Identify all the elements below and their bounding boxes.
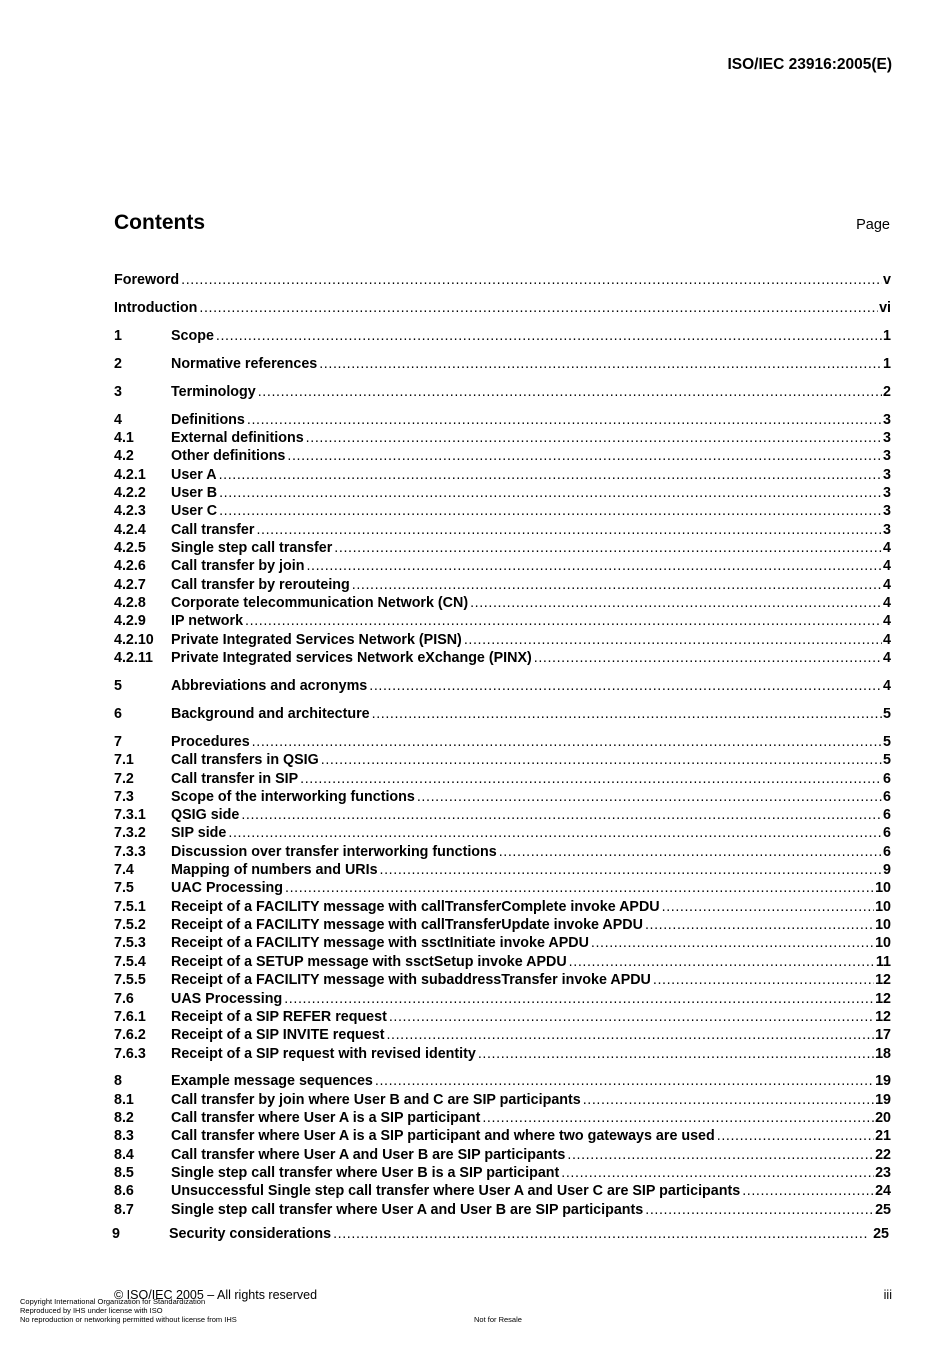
toc-entry-page: 2 [883,384,891,400]
toc-entry-title: Mapping of numbers and URIs [171,862,378,878]
toc-entry-leader [171,898,891,916]
toc-entry-number: 7.6.1 [114,1009,146,1025]
toc-entry [114,1026,891,1044]
toc-entry-number: 7.3.3 [114,844,146,860]
toc-entry-title: Receipt of a FACILITY message with callTransferComplete invoke APDU [171,899,660,915]
toc-dot-leader [561,1164,874,1182]
toc-entry-leader [171,447,891,465]
toc-entry [112,1225,889,1243]
toc-entry-number: 8.4 [114,1147,134,1163]
toc-entry-number: 7 [114,734,122,750]
toc-entry [114,447,891,465]
toc-entry-page: 3 [883,430,891,446]
toc-entry-title: Definitions [171,412,245,428]
toc-entry-number: 7.3.1 [114,807,146,823]
toc-entry-page: 3 [883,467,891,483]
toc-entry-leader [171,770,891,788]
toc-entry-leader [171,466,891,484]
toc-entry-title: UAC Processing [171,880,284,896]
toc-entry-page: 4 [883,678,891,694]
toc-entry [114,649,891,667]
toc-entry-page: 25 [873,1226,889,1242]
toc-dot-leader [645,916,874,934]
toc-entry-page: 25 [875,1202,891,1218]
toc-entry [114,576,891,594]
toc-entry-number: 4 [114,412,122,428]
toc-dot-leader [478,1045,874,1063]
toc-entry-leader [171,576,891,594]
toc-entry-page: 23 [875,1165,891,1181]
toc-entry [114,484,891,502]
toc-entry-page: 3 [883,522,891,538]
toc-entry [114,1008,891,1026]
toc-entry-number: 7.3.2 [114,825,146,841]
toc-entry-title: Discussion over transfer interworking functions [171,844,497,860]
toc-entry-page: 12 [875,972,891,988]
toc-entry-number: 7.1 [114,752,134,768]
toc-dot-leader [389,1008,874,1026]
toc-dot-leader [181,271,882,289]
toc-entry-leader [171,521,891,539]
toc-entry-leader [171,934,891,952]
toc-entry-page: 12 [875,991,891,1007]
toc-entry-number: 7.5.4 [114,954,146,970]
toc-dot-leader [380,861,883,879]
toc-entry-number: 4.2.11 [114,650,153,666]
toc-entry-title: SIP side [171,825,227,841]
toc-entry [114,1201,891,1219]
toc-entry-title: Security considerations [169,1226,332,1242]
toc-entry-number: 4.2.6 [114,558,146,574]
toc-entry-page: 10 [875,935,891,951]
toc-dot-leader [284,990,874,1008]
toc-entry-number: 8.2 [114,1110,134,1126]
toc-entry-title: Call transfer where User A is a SIP participant and where two gateways are used [171,1128,715,1144]
toc-entry [114,751,891,769]
toc-entry-leader [171,843,891,861]
toc-dot-leader [583,1091,874,1109]
toc-dot-leader [662,898,874,916]
toc-entry-leader [171,916,891,934]
toc-dot-leader [306,429,882,447]
toc-entry [114,355,891,373]
toc-entry-leader [171,594,891,612]
toc-entry [114,953,891,971]
toc-entry-leader [171,751,891,769]
toc-entry-page: v [883,272,891,288]
toc-dot-leader [717,1127,874,1145]
toc-entry-number: 2 [114,356,122,372]
toc-entry-page: 10 [875,880,891,896]
toc-entry-leader [171,824,891,842]
toc-entry-title: Abbreviations and acronyms [171,678,368,694]
toc-entry-title: Private Integrated Services Network (PISN) [171,632,462,648]
toc-entry-title: Private Integrated services Network eXchange (PINX) [171,650,532,666]
toc-dot-leader [285,879,874,897]
toc-entry [114,271,891,289]
toc-dot-leader [569,953,875,971]
toc-entry-page: 4 [883,577,891,593]
toc-dot-leader [375,1072,874,1090]
toc-entry-leader [171,484,891,502]
toc-dot-leader [245,612,882,630]
toc-entry-page: 4 [883,650,891,666]
toc-dot-leader [241,806,882,824]
toc-entry-title: Normative references [171,356,318,372]
toc-entry-title: Call transfer where User A and User B are SIP participants [171,1147,566,1163]
license-notice-line-3: No reproduction or networking permitted without license from IHS [20,1315,237,1324]
toc-dot-leader [386,1026,874,1044]
toc-entry-number: 6 [114,706,122,722]
toc-entry-leader [171,953,891,971]
toc-entry-number: 4.2 [114,448,134,464]
toc-entry-page: 24 [875,1183,891,1199]
toc-dot-leader [321,751,882,769]
toc-entry-page: 20 [875,1110,891,1126]
footer-copyright: © ISO/IEC 2005 – All rights reserved [114,1288,318,1302]
toc-entry-page: 6 [883,807,891,823]
toc-entry-leader [169,1225,889,1243]
toc-dot-leader [352,576,882,594]
toc-dot-leader [219,502,882,520]
toc-entry [114,594,891,612]
toc-entry-title: QSIG side [171,807,240,823]
toc-entry-number: 4.2.9 [114,613,146,629]
toc-entry-number: 4.2.2 [114,485,146,501]
toc-entry-title: Call transfer in SIP [171,771,299,787]
toc-entry-number: 7.5 [114,880,134,896]
toc-dot-leader [591,934,874,952]
toc-entry-page: 5 [883,752,891,768]
toc-entry [114,411,891,429]
toc-entry-leader [171,1109,891,1127]
toc-entry [114,521,891,539]
toc-entry-page: 1 [883,356,891,372]
toc-entry-number: 4.2.5 [114,540,146,556]
toc-entry-page: 6 [883,771,891,787]
toc-entry [114,916,891,934]
toc-entry-number: 5 [114,678,122,694]
toc-dot-leader [567,1146,874,1164]
toc-entry-page: 3 [883,485,891,501]
toc-entry-page: 22 [875,1147,891,1163]
toc-entry-title: Procedures [171,734,250,750]
toc-entry-title: Single step call transfer [171,540,333,556]
toc-entry-title: Call transfer where User A is a SIP participant [171,1110,481,1126]
toc-entry-page: 5 [883,734,891,750]
toc-entry-number: 8.6 [114,1183,134,1199]
toc-entry [114,327,891,345]
toc-entry-leader [171,861,891,879]
toc-entry [114,1091,891,1109]
toc-entry-page: 4 [883,613,891,629]
toc-entry-page: 18 [875,1046,891,1062]
toc-entry-page: 6 [883,789,891,805]
toc-dot-leader [653,971,874,989]
toc-entry-title: Call transfer by join [171,558,305,574]
toc-dot-leader [306,557,882,575]
toc-entry-page: 3 [883,503,891,519]
toc-entry-page: 19 [875,1092,891,1108]
toc-entry-title: Receipt of a FACILITY message with subaddressTransfer invoke APDU [171,972,651,988]
toc-entry-number: 7.5.2 [114,917,146,933]
toc-dot-leader [482,1109,874,1127]
toc-entry-title: Call transfer [171,522,255,538]
toc-entry-leader [114,299,891,317]
toc-entry [114,299,891,317]
footer-page-number: iii [883,1288,892,1302]
toc-entry-title: Call transfers in QSIG [171,752,319,768]
toc-entry [114,557,891,575]
toc-entry-title: Single step call transfer where User A and User B are SIP participants [171,1202,644,1218]
toc-entry [114,612,891,630]
toc-entry-page: 5 [883,706,891,722]
toc-entry-leader [171,990,891,1008]
toc-entry-page: 4 [883,540,891,556]
toc-dot-leader [645,1201,874,1219]
toc-entry [114,879,891,897]
toc-entry-leader [171,327,891,345]
toc-entry [114,990,891,1008]
toc-entry-number: 7.6.2 [114,1027,146,1043]
toc-entry [114,898,891,916]
toc-entry-number: 8.1 [114,1092,134,1108]
toc-entry-number: 7.6 [114,991,134,1007]
toc-entry-title: User A [171,467,217,483]
toc-entry-number: 7.6.3 [114,1046,146,1062]
toc-dot-leader [219,484,882,502]
toc-entry-title: Example message sequences [171,1073,373,1089]
toc-dot-leader [369,677,882,695]
toc-entry-number: 4.1 [114,430,134,446]
toc-dot-leader [252,733,882,751]
toc-entry-leader [171,1164,891,1182]
toc-dot-leader [499,843,882,861]
toc-entry-page: 10 [875,899,891,915]
toc-entry [114,1164,891,1182]
toc-entry-number: 4.2.4 [114,522,146,538]
toc-entry-number: 8.7 [114,1202,134,1218]
toc-entry-page: 3 [883,412,891,428]
toc-entry [114,1045,891,1063]
toc-entry-page: 4 [883,558,891,574]
toc-entry [114,824,891,842]
toc-entry-number: 8 [114,1073,122,1089]
toc-entry-leader [171,502,891,520]
toc-entry-title: Receipt of a FACILITY message with ssctInitiate invoke APDU [171,935,589,951]
toc-entry [114,806,891,824]
toc-entry-page: 4 [883,595,891,611]
toc-entry-page: 3 [883,448,891,464]
toc-entry-leader [171,383,891,401]
license-notice-line-1: Copyright International Organization for Standardization [20,1297,206,1306]
toc-entry-title: Other definitions [171,448,286,464]
toc-entry-title: Single step call transfer where User B is a SIP participant [171,1165,560,1181]
toc-entry [114,1109,891,1127]
toc-entry-page: 4 [883,632,891,648]
toc-entry-title: External definitions [171,430,304,446]
toc-entry-number: 4.2.8 [114,595,146,611]
toc-entry-number: 9 [112,1226,120,1242]
toc-entry-leader [171,1091,891,1109]
toc-entry-number: 8.3 [114,1128,134,1144]
toc-entry-number: 7.5.1 [114,899,146,915]
toc-entry-title: Scope [171,328,214,344]
toc-entry-title: Unsuccessful Single step call transfer where User A and User C are SIP participants [171,1183,741,1199]
toc-entry-page: 11 [875,954,891,970]
toc-entry-leader [171,806,891,824]
toc-dot-leader [417,788,882,806]
toc-entry-leader [171,411,891,429]
toc-entry-leader [171,631,891,649]
toc-dot-leader [256,521,882,539]
contents-heading: Contents [114,211,205,234]
toc-entry-title: Foreword [114,272,180,288]
toc-entry-number: 4.2.3 [114,503,146,519]
toc-dot-leader [372,705,882,723]
toc-entry-title: Introduction [114,300,198,316]
toc-entry [114,677,891,695]
toc-entry-leader [171,1146,891,1164]
toc-dot-leader [247,411,882,429]
toc-entry [114,971,891,989]
toc-entry-leader [171,705,891,723]
toc-dot-leader [319,355,882,373]
page-column-label: Page [856,217,890,233]
toc-entry-page: 17 [875,1027,891,1043]
toc-entry-leader [171,1127,891,1145]
toc-entry-page: 6 [883,825,891,841]
toc-entry-number: 4.2.1 [114,467,146,483]
toc-entry-number: 4.2.10 [114,632,154,648]
toc-dot-leader [470,594,882,612]
toc-entry-title: Receipt of a SETUP message with ssctSetup invoke APDU [171,954,567,970]
toc-entry-title: Scope of the interworking functions [171,789,415,805]
toc-entry-number: 7.5.5 [114,972,146,988]
toc-entry [114,705,891,723]
toc-entry-title: User B [171,485,218,501]
toc-entry-number: 7.3 [114,789,134,805]
toc-entry-leader [171,612,891,630]
toc-entry-number: 1 [114,328,122,344]
toc-dot-leader [742,1182,874,1200]
toc-entry-leader [171,1045,891,1063]
toc-entry [114,502,891,520]
toc-entry-page: 6 [883,844,891,860]
toc-dot-leader [534,649,882,667]
toc-entry-leader [171,788,891,806]
toc-dot-leader [334,539,882,557]
toc-entry [114,383,891,401]
toc-entry [114,1127,891,1145]
toc-dot-leader [333,1225,869,1243]
toc-entry [114,733,891,751]
toc-entry-title: Call transfer by join where User B and C are SIP participants [171,1092,581,1108]
toc-entry [114,1182,891,1200]
not-for-resale-notice: Not for Resale [474,1315,522,1324]
toc-entry-number: 3 [114,384,122,400]
toc-entry [114,631,891,649]
toc-entry-leader [171,1182,891,1200]
toc-entry-number: 4.2.7 [114,577,146,593]
toc-entry-number: 7.5.3 [114,935,146,951]
toc-entry-leader [171,971,891,989]
toc-entry [114,429,891,447]
toc-dot-leader [258,383,882,401]
toc-entry [114,788,891,806]
toc-entry-page: 19 [875,1073,891,1089]
toc-entry [114,1146,891,1164]
toc-entry-title: Terminology [171,384,256,400]
toc-entry [114,466,891,484]
toc-entry-page: 12 [875,1009,891,1025]
toc-entry-leader [171,1072,891,1090]
toc-entry [114,861,891,879]
toc-dot-leader [300,770,882,788]
toc-entry-page: 1 [883,328,891,344]
toc-entry-leader [171,733,891,751]
toc-entry-number: 7.4 [114,862,134,878]
toc-entry-page: 10 [875,917,891,933]
toc-entry-leader [171,557,891,575]
license-notice-line-2: Reproduced by IHS under license with ISO [20,1306,163,1315]
document-standard-id: ISO/IEC 23916:2005(E) [727,56,892,73]
toc-entry [114,1072,891,1090]
toc-entry-title: Receipt of a FACILITY message with callTransferUpdate invoke APDU [171,917,643,933]
toc-entry-leader [171,429,891,447]
toc-entry-leader [171,355,891,373]
toc-entry-leader [171,1201,891,1219]
toc-dot-leader [216,327,882,345]
toc-entry-title: Corporate telecommunication Network (CN) [171,595,469,611]
toc-entry-page: 21 [875,1128,891,1144]
toc-entry-title: Call transfer by rerouteing [171,577,350,593]
toc-entry [114,843,891,861]
toc-entry-page: 9 [883,862,891,878]
toc-entry-number: 7.2 [114,771,134,787]
toc-entry-title: IP network [171,613,244,629]
toc-entry [114,539,891,557]
toc-dot-leader [464,631,882,649]
toc-entry-leader [171,879,891,897]
toc-entry-title: UAS Processing [171,991,283,1007]
toc-entry-leader [114,271,891,289]
toc-entry-title: User C [171,503,218,519]
toc-entry-title: Receipt of a SIP request with revised identity [171,1046,476,1062]
toc-entry-leader [171,1008,891,1026]
toc-dot-leader [287,447,882,465]
toc-dot-leader [219,466,882,484]
toc-entry-number: 8.5 [114,1165,134,1181]
toc-dot-leader [199,299,878,317]
toc-entry-title: Receipt of a SIP REFER request [171,1009,387,1025]
toc-entry-leader [171,649,891,667]
toc-entry-leader [171,1026,891,1044]
toc-entry-title: Receipt of a SIP INVITE request [171,1027,385,1043]
toc-entry [114,934,891,952]
toc-dot-leader [228,824,882,842]
side-watermark-mark [899,940,909,1035]
toc-entry-leader [171,539,891,557]
toc-entry-page: vi [879,300,891,316]
toc-entry-leader [171,677,891,695]
toc-entry-title: Background and architecture [171,706,370,722]
toc-entry [114,770,891,788]
